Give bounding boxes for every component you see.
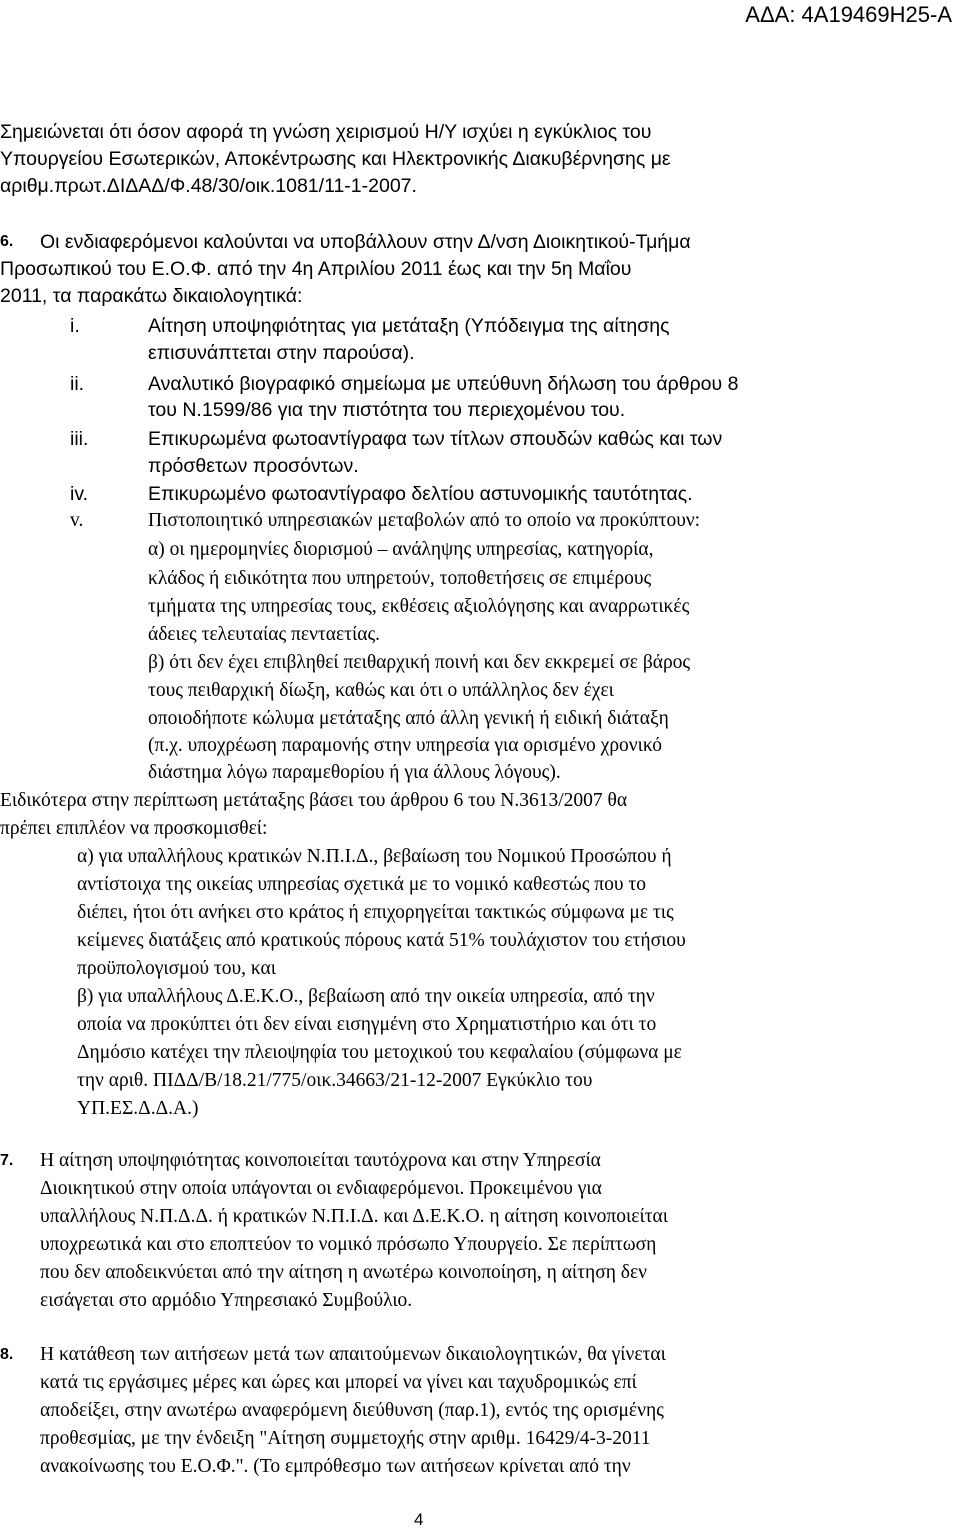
- special-line-10: Δημόσιο κατέχει την πλειοψηφία του μετοχικού του κεφαλαίου (σύμφωνα με: [77, 1042, 682, 1063]
- item-6-number: 6.: [0, 233, 14, 250]
- item-7-line-1: Η αίτηση υποψηφιότητας κοινοποιείται ταυτόχρονα και στην Υπηρεσία: [40, 1150, 601, 1171]
- sub-v-line-6: β) ότι δεν έχει επιβληθεί πειθαρχική ποινή και δεν εκκρεμεί σε βάρος: [148, 652, 691, 673]
- special-line-5: διέπει, ήτοι ότι ανήκει στο κράτος ή επιχορηγείται τακτικώς σύμφωνα με τις: [77, 902, 674, 923]
- sub-v-line-3: κλάδος ή ειδικότητα που υπηρετούν, τοποθετήσεις σε επιμέρους: [148, 568, 652, 589]
- roman-iii: iii.: [70, 428, 89, 450]
- sub-v-line-5: άδειες τελευταίας πενταετίας.: [148, 624, 381, 645]
- item-7-line-5: που δεν αποδεικνύεται από την αίτηση η ανωτέρω κοινοποίηση, η αίτηση δεν: [40, 1262, 647, 1283]
- roman-iv: iv.: [70, 483, 89, 505]
- intro-line-2: [0, 146, 958, 172]
- item-8-line-2: κατά τις εργάσιμες μέρες και ώρες και μπορεί να γίνει και ταχυδρομικώς επί: [40, 1372, 637, 1393]
- sub-i-line-1: Αίτηση υποψηφιότητας για μετάταξη (Υπόδειγμα της αίτησης: [148, 315, 670, 337]
- sub-ii-line-1: Αναλυτικό βιογραφικό σημείωμα με υπεύθυνη δήλωση του άρθρου 8: [148, 373, 739, 395]
- item-6-line-2: Προσωπικού του Ε.Ο.Φ. από την 4η Απριλίου 2011 έως και την 5η Μαΐου: [0, 258, 632, 280]
- item-8-line-5: ανακοίνωσης του Ε.Ο.Φ.". (Το εμπρόθεσμο των αιτήσεων κρίνεται από την: [40, 1456, 631, 1477]
- special-line-12: ΥΠ.ΕΣ.Δ.Δ.Α.): [77, 1098, 199, 1119]
- special-line-1: Ειδικότερα στην περίπτωση μετάταξης βάσει του άρθρου 6 του Ν.3613/2007 θα: [0, 790, 628, 811]
- roman-ii: ii.: [70, 373, 85, 395]
- intro-line-1: [0, 119, 958, 145]
- roman-v: v.: [70, 510, 84, 531]
- sub-v-line-1: Πιστοποιητικό υπηρεσιακών μεταβολών από το οποίο να προκύπτουν:: [148, 510, 701, 531]
- special-line-9: οποία να προκύπτει ότι δεν είναι εισηγμένη στο Χρηματιστήριο και ότι το: [77, 1014, 657, 1035]
- sub-v-line-8: οποιοδήποτε κώλυμα μετάταξης από άλλη γενική ή ειδική διάταξη: [148, 708, 669, 729]
- sub-i-line-2: επισυνάπτεται στην παρούσα).: [148, 342, 415, 364]
- item-7-line-6: εισάγεται στο αρμόδιο Υπηρεσιακό Συμβούλιο.: [40, 1290, 413, 1311]
- special-line-3: α) για υπαλλήλους κρατικών Ν.Π.Ι.Δ., βεβαίωση του Νομικού Προσώπου ή: [77, 846, 672, 867]
- special-line-6: κείμενες διατάξεις από κρατικούς πόρους κατά 51% τουλάχιστον του ετήσιου: [77, 930, 686, 951]
- sub-iii-line-1: Επικυρωμένα φωτοαντίγραφα των τίτλων σπουδών καθώς και των: [148, 428, 723, 450]
- sub-v-line-2: α) οι ημερομηνίες διορισμού – ανάληψης υπηρεσίας, κατηγορία,: [148, 539, 654, 560]
- sub-v-line-4: τμήματα της υπηρεσίας τους, εκθέσεις αξιολόγησης και αναρρωτικές: [148, 596, 690, 617]
- intro-text-2: Υπουργείου Εσωτερικών, Αποκέντρωσης και Ηλεκτρονικής Διακυβέρνησης με: [0, 148, 671, 170]
- item-7-line-3: υπαλλήλους Ν.Π.Δ.Δ. ή κρατικών Ν.Π.Ι.Δ. και Δ.Ε.Κ.Ο. η αίτηση κοινοποιείται: [40, 1206, 669, 1227]
- intro-text-1: Σημειώνεται ότι όσον αφορά τη γνώση χειρισμού Η/Υ ισχύει η εγκύκλιος του: [0, 121, 652, 143]
- sub-v-line-9: (π.χ. υποχρέωση παραμονής στην υπηρεσία για ορισμένο χρονικό: [148, 735, 663, 756]
- page-number: 4: [414, 1510, 424, 1529]
- special-line-11: την αριθ. ΠΙΔΔ/Β/18.21/775/οικ.34663/21-12-2007 Εγκύκλιο του: [77, 1070, 593, 1091]
- item-7-number: 7.: [0, 1152, 14, 1169]
- item-8-line-1: Η κατάθεση των αιτήσεων μετά των απαιτούμενων δικαιολογητικών, θα γίνεται: [40, 1344, 666, 1365]
- special-line-7: προϋπολογισμού του, και: [77, 958, 276, 979]
- sub-v-line-7: τους πειθαρχική δίωξη, καθώς και ότι ο υπάλληλος δεν έχει: [148, 680, 614, 701]
- item-8-number: 8.: [0, 1346, 14, 1363]
- item-8-line-3: αποδείξει, στην ανωτέρω αναφερόμενη διεύθυνση (παρ.1), εντός της ορισμένης: [40, 1400, 664, 1421]
- item-6-line-1: Οι ενδιαφερόμενοι καλούνται να υποβάλλουν στην Δ/νση Διοικητικού-Τμήμα: [40, 231, 691, 253]
- sub-v-line-10: διάστημα λόγω παραμεθορίου ή για άλλους λόγους).: [148, 762, 561, 783]
- special-line-2: πρέπει επιπλέον να προσκομισθεί:: [0, 818, 268, 839]
- item-6-line-3: 2011, τα παρακάτω δικαιολογητικά:: [0, 285, 303, 307]
- item-8-line-4: προθεσμίας, με την ένδειξη "Αίτηση συμμετοχής στην αριθμ. 16429/4-3-2011: [40, 1428, 651, 1449]
- item-7-line-4: υποχρεωτικά και στο εποπτεύον το νομικό πρόσωπο Υπουργείο. Σε περίπτωση: [40, 1234, 657, 1255]
- special-line-4: αντίστοιχα της οικείας υπηρεσίας σχετικά με το νομικό καθεστώς που το: [77, 874, 647, 895]
- sub-iii-line-2: πρόσθετων προσόντων.: [148, 455, 359, 477]
- special-line-8: β) για υπαλλήλους Δ.Ε.Κ.Ο., βεβαίωση από την οικεία υπηρεσία, από την: [77, 986, 655, 1007]
- sub-iv-line-1: Επικυρωμένο φωτοαντίγραφο δελτίου αστυνομικής ταυτότητας.: [148, 483, 693, 505]
- ada-code: ΑΔΑ: 4Α19469Η25-Α: [745, 2, 952, 27]
- sub-ii-line-2: του Ν.1599/86 για την πιστότητα του περιεχομένου του.: [148, 399, 626, 421]
- intro-line-3: αριθμ.πρωτ.ΔΙΔΑΔ/Φ.48/30/οικ.1081/11-1-2007.: [0, 175, 417, 197]
- roman-i: i.: [70, 315, 80, 337]
- item-7-line-2: Διοικητικού στην οποία υπάγονται οι ενδιαφερόμενοι. Προκειμένου για: [40, 1178, 602, 1199]
